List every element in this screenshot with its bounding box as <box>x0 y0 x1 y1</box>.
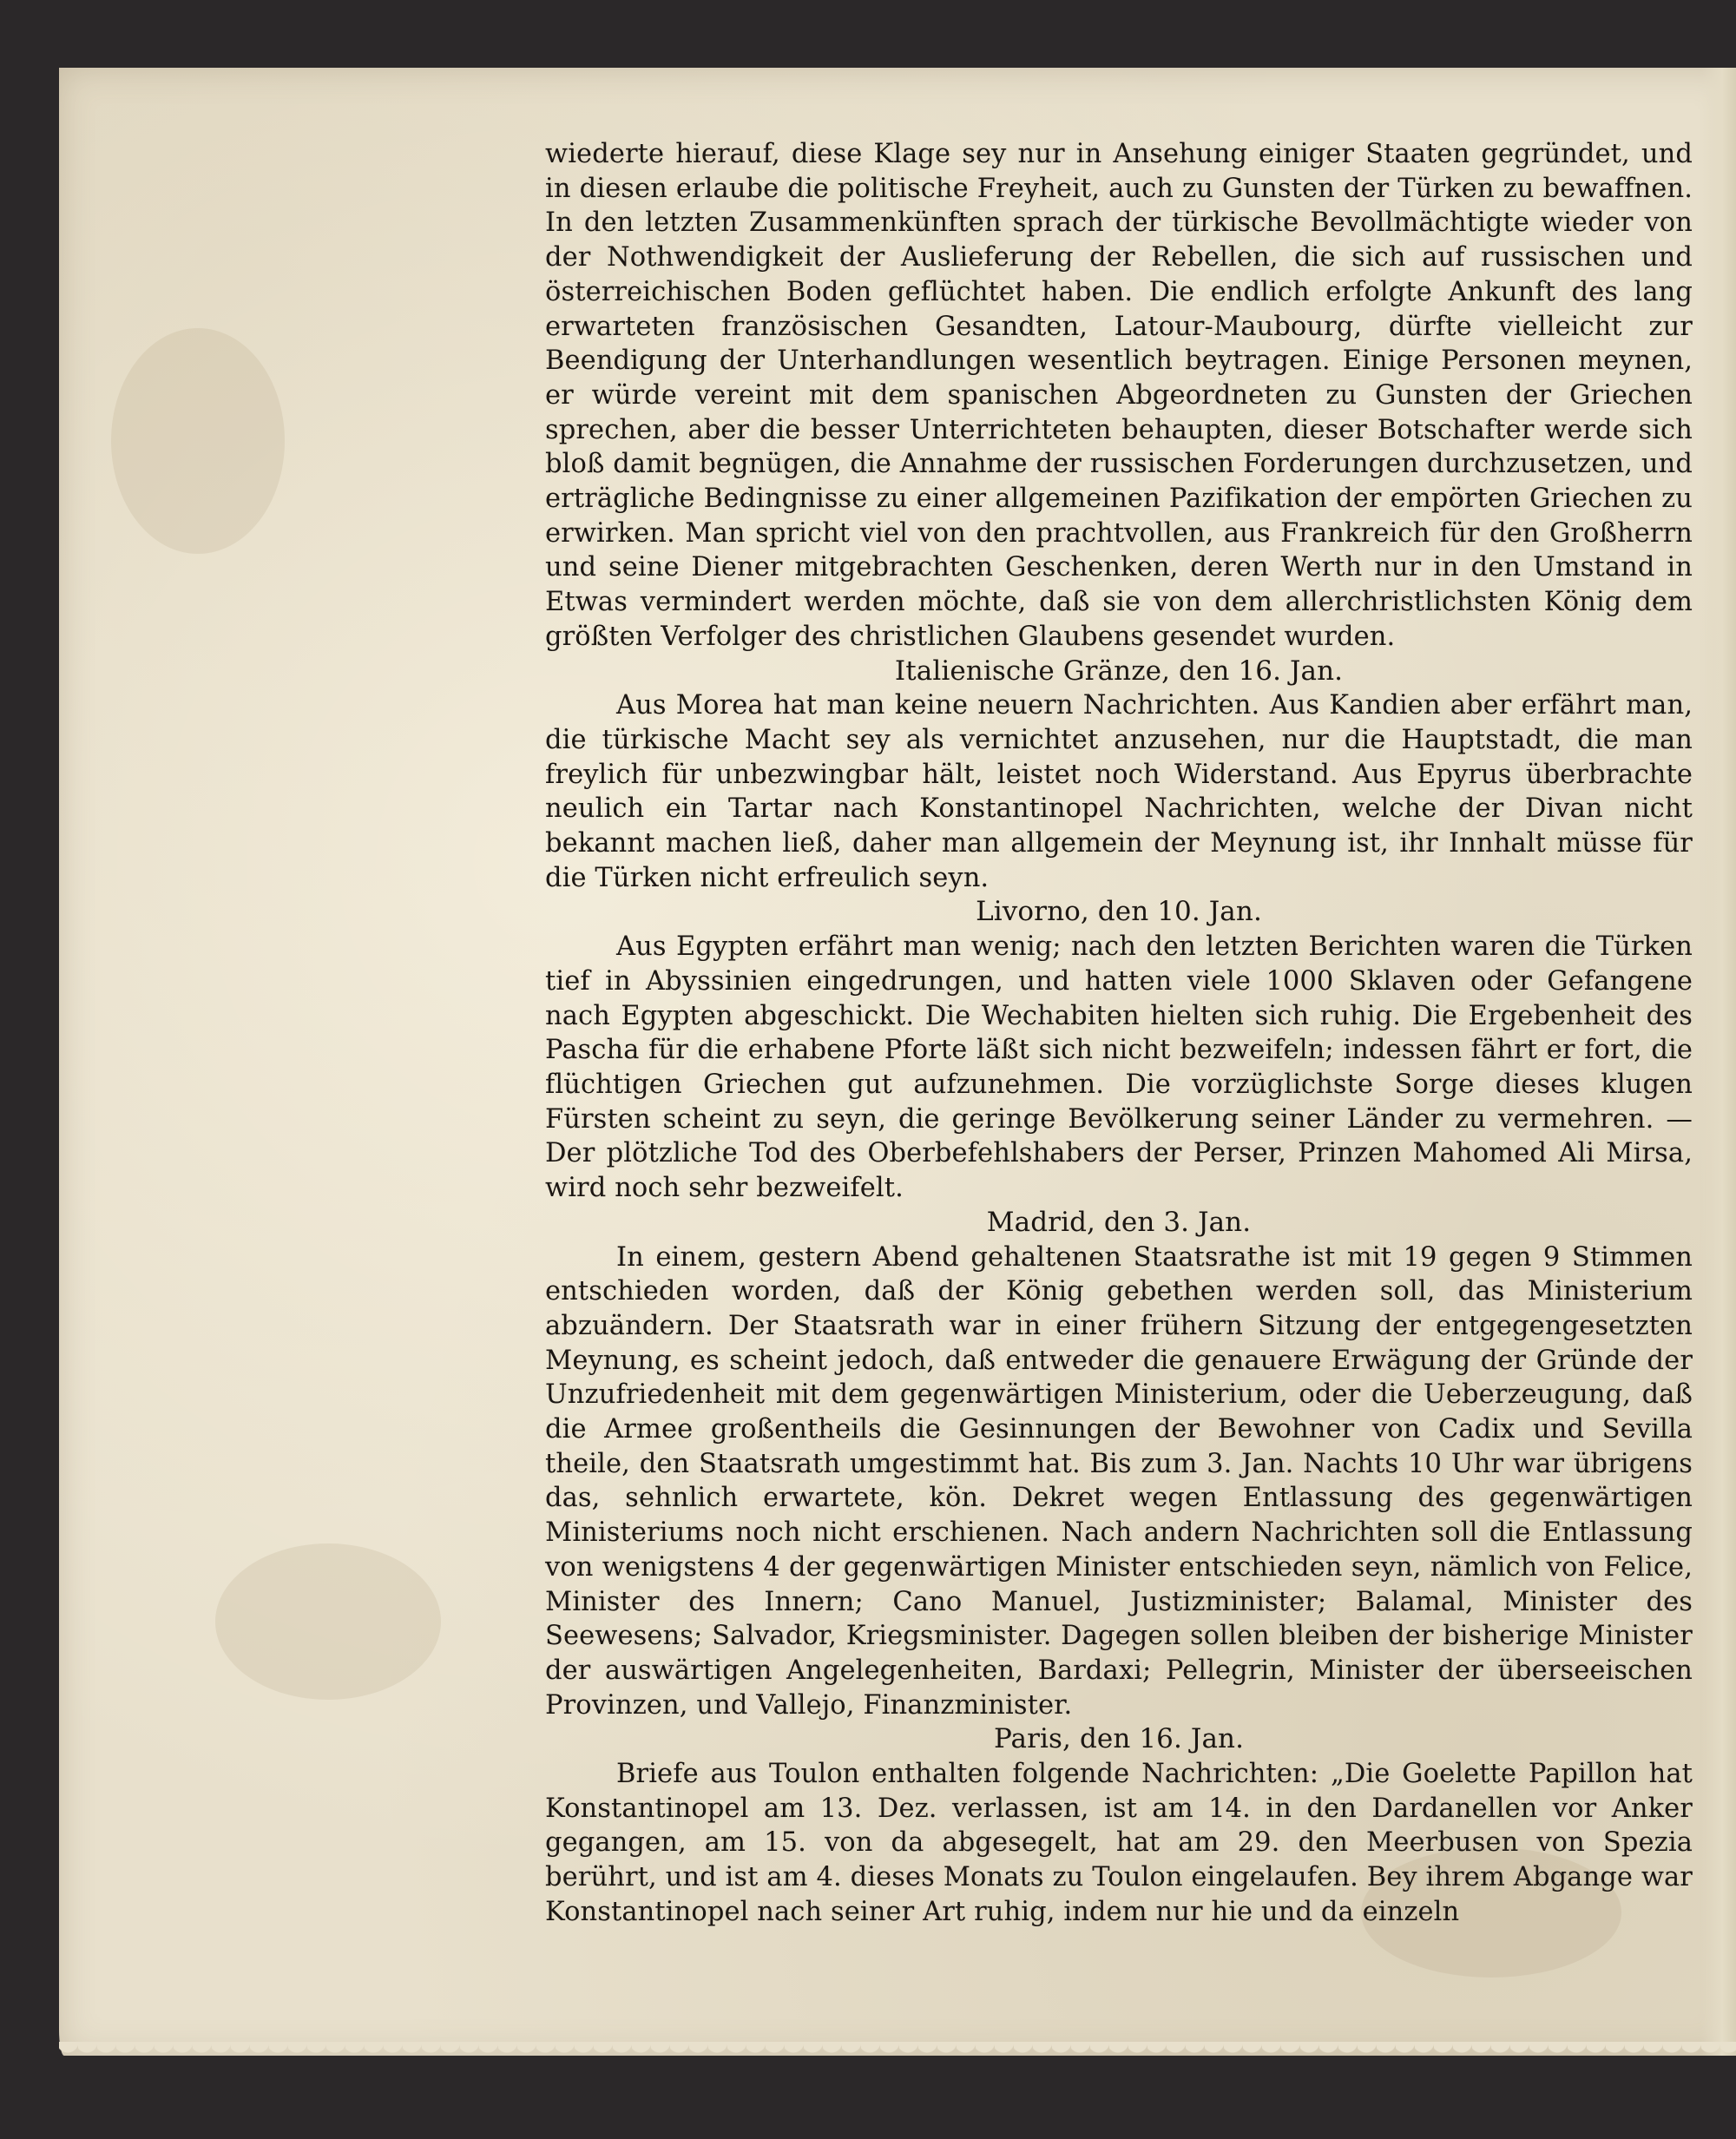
dateline: Madrid, den 3. Jan. <box>986 1206 1252 1238</box>
dateline: Paris, den 16. Jan. <box>993 1723 1245 1755</box>
dateline: Italienische Gränze, den 16. Jan. <box>894 655 1344 687</box>
paper-right-edge <box>1701 68 1736 2056</box>
paragraph: Briefe aus Toulon enthalten folgende Nachrichten: „Die Goelette Papillon hat Konstantinopel am 13. Dez. verlassen, ist am 14. in den Dardanellen vor Anker gegangen, am 15. von da abgesegelt, hat am 29. den Meerbusen von Spezia berührt, und ist am 4. dieses Monats zu Toulon eingelaufen. Bey ihrem Abgange war Konstantinopel nach seiner Art ruhig, indem nur hie und da einzeln <box>545 1759 1693 1927</box>
article-text <box>545 137 1693 1930</box>
paragraph: Aus Egypten erfährt man wenig; nach den letzten Berichten waren die Türken tief in Abyssinien eingedrungen, und hatten viele 1000 Sklaven oder Gefangene nach Egypten abgeschickt. Die Wechabiten hielten sich ruhig. Die Ergebenheit des Pascha für die erhabene Pforte läßt sich nicht bezweifeln; indessen fährt er fort, die flüchtigen Griechen gut aufzunehmen. Die vorzüglichste Sorge dieses klugen Fürsten scheint zu seyn, die geringe Bevölkerung seiner Länder zu vermehren. — Der plötzliche Tod des Oberbefehlshabers der Perser, Prinzen Mahomed Ali Mirsa, wird noch sehr bezweifelt. <box>545 931 1693 1204</box>
paragraph: In einem, gestern Abend gehaltenen Staatsrathe ist mit 19 gegen 9 Stimmen entschieden worden, daß der König gebethen werden soll, das Ministerium abzuändern. Der Staatsrath war in einer frühern Sitzung der entgegengesetzten Meynung, es scheint jedoch, daß entweder die genauere Erwägung der Gründe der Unzufriedenheit mit dem gegenwärtigen Ministerium, oder die Ueberzeugung, daß die Armee großentheils die Gesinnungen der Bewohner von Cadix und Sevilla theile, den Staatsrath umgestimmt hat. Bis zum 3. Jan. Nachts 10 Uhr war übrigens das, sehnlich erwartete, kön. Dekret wegen Entlassung des gegenwärtigen Ministeriums noch nicht erschienen. Nach andern Nachrichten soll die Entlassung von wenigstens 4 der gegenwärtigen Minister entschieden seyn, nämlich von Felice, Minister des Innern; Cano Manuel, Justizminister; Balamal, Minister des Seewesens; Salvador, Kriegsminister. Dagegen sollen bleiben der bisherige Minister der auswärtigen Angelegenheiten, Bardaxi; Pellegrin, Minister der überseeischen Provinzen, und Vallejo, Finanzminister. <box>545 1241 1693 1721</box>
paper-stain <box>111 328 285 554</box>
paper-torn-edge <box>59 2042 1736 2066</box>
paper-stain <box>215 1543 441 1700</box>
dateline: Livorno, den 10. Jan. <box>976 896 1262 928</box>
paragraph: wiederte hierauf, diese Klage sey nur in Ansehung einiger Staaten gegründet, und in diesen erlaube die politische Freyheit, auch zu Gunsten der Türken zu bewaffnen. In den letzten Zusammenkünften sprach der türkische Bevollmächtigte wieder von der Nothwendigkeit der Auslieferung der Rebellen, die sich auf russischen und österreichischen Boden geflüchtet haben. Die endlich erfolgte Ankunft des lang erwarteten französischen Gesandten, Latour-Maubourg, dürfte vielleicht zur Beendigung der Unterhandlungen wesentlich beytragen. Einige Personen meynen, er würde vereint mit dem spanischen Abgeordneten zu Gunsten der Griechen sprechen, aber die besser Unterrichteten behaupten, dieser Botschafter werde sich bloß damit begnügen, die Annahme der russischen Forderungen durchzusetzen, und erträgliche Bedingnisse zu einer allgemeinen Pazifikation der empörten Griechen zu erwirken. Man spricht viel von den prachtvollen, aus Frankreich für den Großherrn und seine Diener mitgebrachten Geschenken, deren Werth nur in den Umstand in Etwas vermindert werden möchte, daß sie von dem allerchristlichsten König dem größten Verfolger des christlichen Glaubens gesendet wurden. <box>545 139 1693 652</box>
paragraph: Aus Morea hat man keine neuern Nachrichten. Aus Kandien aber erfährt man, die türkische Macht sey als vernichtet anzusehen, nur die Hauptstadt, die man freylich für unbezwingbar hält, leistet noch Widerstand. Aus Epyrus überbrachte neulich ein Tartar nach Konstantinopel Nachrichten, welche der Divan nicht bekannt machen ließ, daher man allgemein der Meynung ist, ihr Innhalt müsse für die Türken nicht erfreulich seyn. <box>545 690 1693 893</box>
